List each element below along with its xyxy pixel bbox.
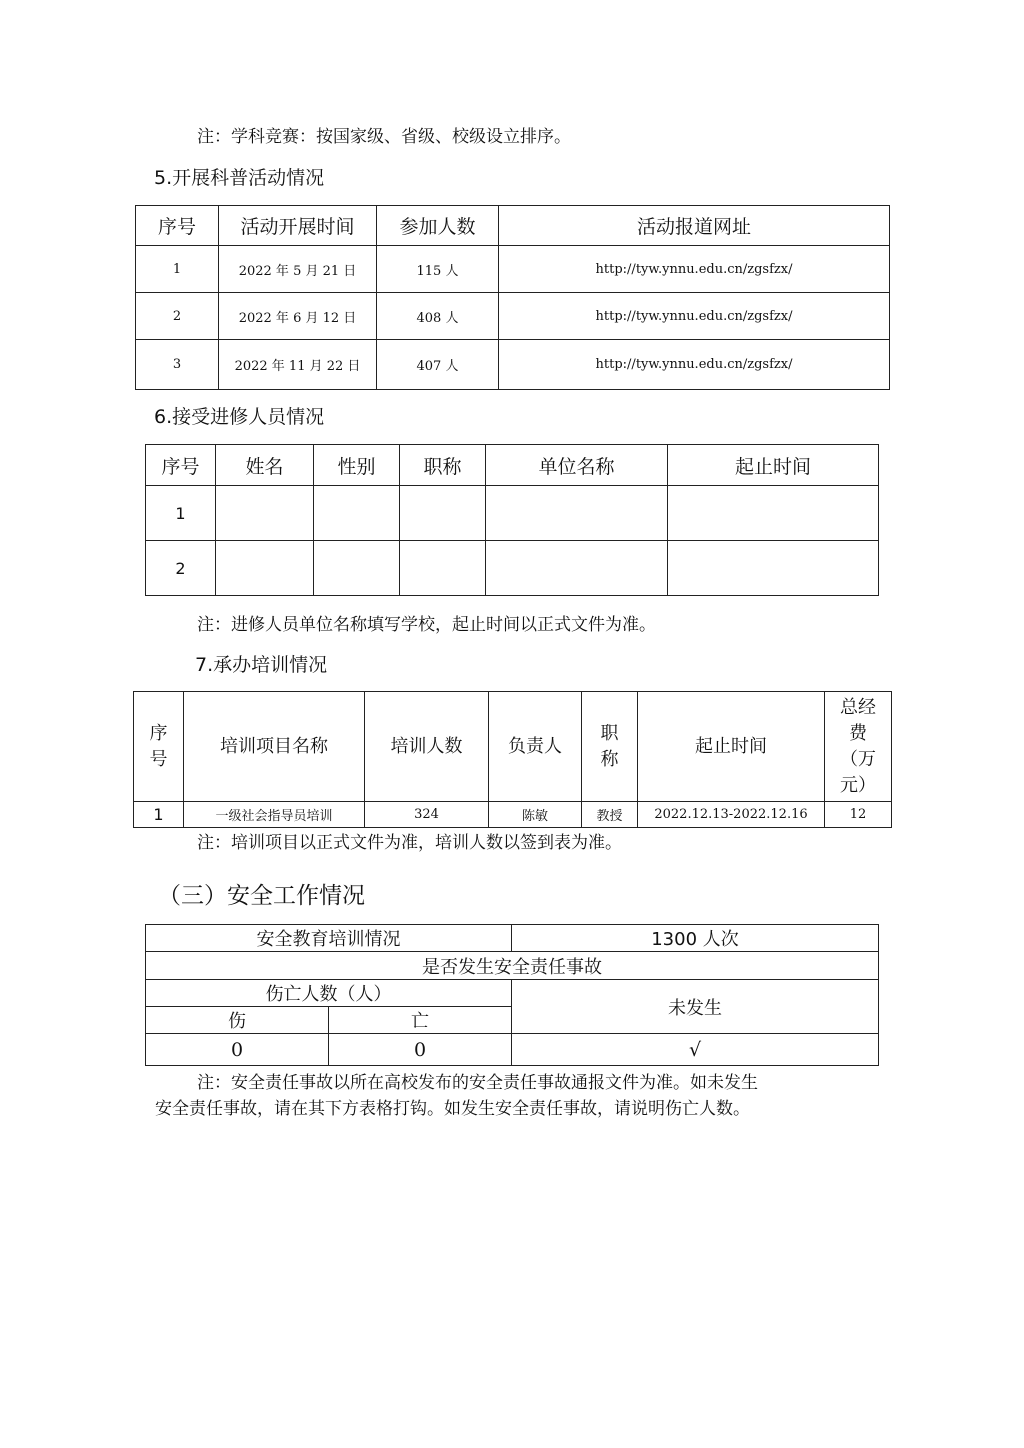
table-cell: http://tyw.ynnu.edu.cn/zgsfzx/ xyxy=(499,340,890,390)
header-cell: 起止时间 xyxy=(668,445,879,486)
table-cell: 324 xyxy=(365,802,489,828)
header-cell: 活动报道网址 xyxy=(499,206,890,246)
table-row xyxy=(136,293,890,340)
header-cell: 序号 xyxy=(136,206,219,246)
header-cell xyxy=(582,692,638,802)
table-row xyxy=(146,980,879,1007)
header-cell: 性别 xyxy=(314,445,400,486)
not-occurred-label-cell: 未发生 xyxy=(512,980,879,1034)
table-cell: 2022 年 6 月 12 日 xyxy=(219,293,377,340)
table-row xyxy=(136,246,890,293)
table-cell: 2022 年 11 月 22 日 xyxy=(219,340,377,390)
table-row xyxy=(146,925,879,952)
section6-title: 6.接受进修人员情况 xyxy=(154,406,325,428)
header-cell: 活动开展时间 xyxy=(219,206,377,246)
header-cell: 负责人 xyxy=(489,692,582,802)
safety-table xyxy=(145,924,879,1066)
table-cell: http://tyw.ynnu.edu.cn/zgsfzx/ xyxy=(499,293,890,340)
header-text: 职称 xyxy=(600,722,619,770)
section5-title: 5.开展科普活动情况 xyxy=(154,167,325,189)
training-label-cell: 安全教育培训情况 xyxy=(146,925,512,952)
table-row xyxy=(146,486,879,541)
table-cell: 1 xyxy=(136,246,219,293)
table-cell: 1 xyxy=(146,486,216,541)
table-cell: 2 xyxy=(136,293,219,340)
table-cell xyxy=(668,541,879,596)
safety-note-line1: 注：安全责任事故以所在高校发布的安全责任事故通报文件为准。如未发生 xyxy=(197,1073,758,1093)
training-note: 注：培训项目以正式文件为准，培训人数以签到表为准。 xyxy=(197,833,622,853)
header-cell: 参加人数 xyxy=(377,206,499,246)
table-cell: 一级社会指导员培训 xyxy=(184,802,365,828)
header-cell: 职称 xyxy=(400,445,486,486)
dead-label-cell: 亡 xyxy=(329,1007,512,1034)
table-cell: 陈敏 xyxy=(489,802,582,828)
table-cell xyxy=(486,486,668,541)
section7-title: 7.承办培训情况 xyxy=(195,654,328,676)
header-cell: 培训项目名称 xyxy=(184,692,365,802)
table-cell: 教授 xyxy=(582,802,638,828)
table-cell xyxy=(400,541,486,596)
table-row xyxy=(146,952,879,980)
popular-science-table xyxy=(135,205,890,390)
injured-value-cell: 0 xyxy=(146,1034,329,1066)
trainee-table xyxy=(145,444,879,596)
table-cell xyxy=(400,486,486,541)
table-row xyxy=(146,541,879,596)
header-text: 序号 xyxy=(149,722,168,770)
header-cell: 序号 xyxy=(146,445,216,486)
table-cell: 12 xyxy=(825,802,892,828)
table-cell xyxy=(216,541,314,596)
table-cell: 2022 年 5 月 21 日 xyxy=(219,246,377,293)
table-cell: 115 人 xyxy=(377,246,499,293)
table-row xyxy=(134,802,892,828)
table-cell xyxy=(668,486,879,541)
table-row xyxy=(136,340,890,390)
table-cell: 408 人 xyxy=(377,293,499,340)
table-cell: 2 xyxy=(146,541,216,596)
table-cell: 407 人 xyxy=(377,340,499,390)
header-cell xyxy=(825,692,892,802)
training-value-cell: 1300 人次 xyxy=(512,925,879,952)
header-cell: 姓名 xyxy=(216,445,314,486)
table-header-row xyxy=(134,692,892,802)
header-text: 总经费（万元） xyxy=(840,696,876,796)
header-cell: 起止时间 xyxy=(638,692,825,802)
table-cell: 3 xyxy=(136,340,219,390)
table-header-row xyxy=(146,445,879,486)
table-cell xyxy=(486,541,668,596)
safety-note-line2: 安全责任事故，请在其下方表格打钩。如发生安全责任事故，请说明伤亡人数。 xyxy=(155,1099,750,1119)
dead-value-cell: 0 xyxy=(329,1034,512,1066)
table-row xyxy=(146,1034,879,1066)
table-header-row xyxy=(136,206,890,246)
table-cell xyxy=(314,486,400,541)
checkmark-cell: √ xyxy=(512,1034,879,1066)
training-table xyxy=(133,691,892,828)
table-cell: 1 xyxy=(134,802,184,828)
competition-note: 注：学科竞赛：按国家级、省级、校级设立排序。 xyxy=(197,127,571,147)
table-cell: 2022.12.13-2022.12.16 xyxy=(638,802,825,828)
injured-label-cell: 伤 xyxy=(146,1007,329,1034)
trainee-note: 注：进修人员单位名称填写学校，起止时间以正式文件为准。 xyxy=(197,615,656,635)
header-cell: 单位名称 xyxy=(486,445,668,486)
safety-title: （三）安全工作情况 xyxy=(158,883,365,909)
casualty-label-cell: 伤亡人数（人） xyxy=(146,980,512,1007)
header-cell: 培训人数 xyxy=(365,692,489,802)
table-cell: http://tyw.ynnu.edu.cn/zgsfzx/ xyxy=(499,246,890,293)
table-cell xyxy=(216,486,314,541)
header-cell xyxy=(134,692,184,802)
table-cell xyxy=(314,541,400,596)
accident-question-cell: 是否发生安全责任事故 xyxy=(146,952,879,980)
